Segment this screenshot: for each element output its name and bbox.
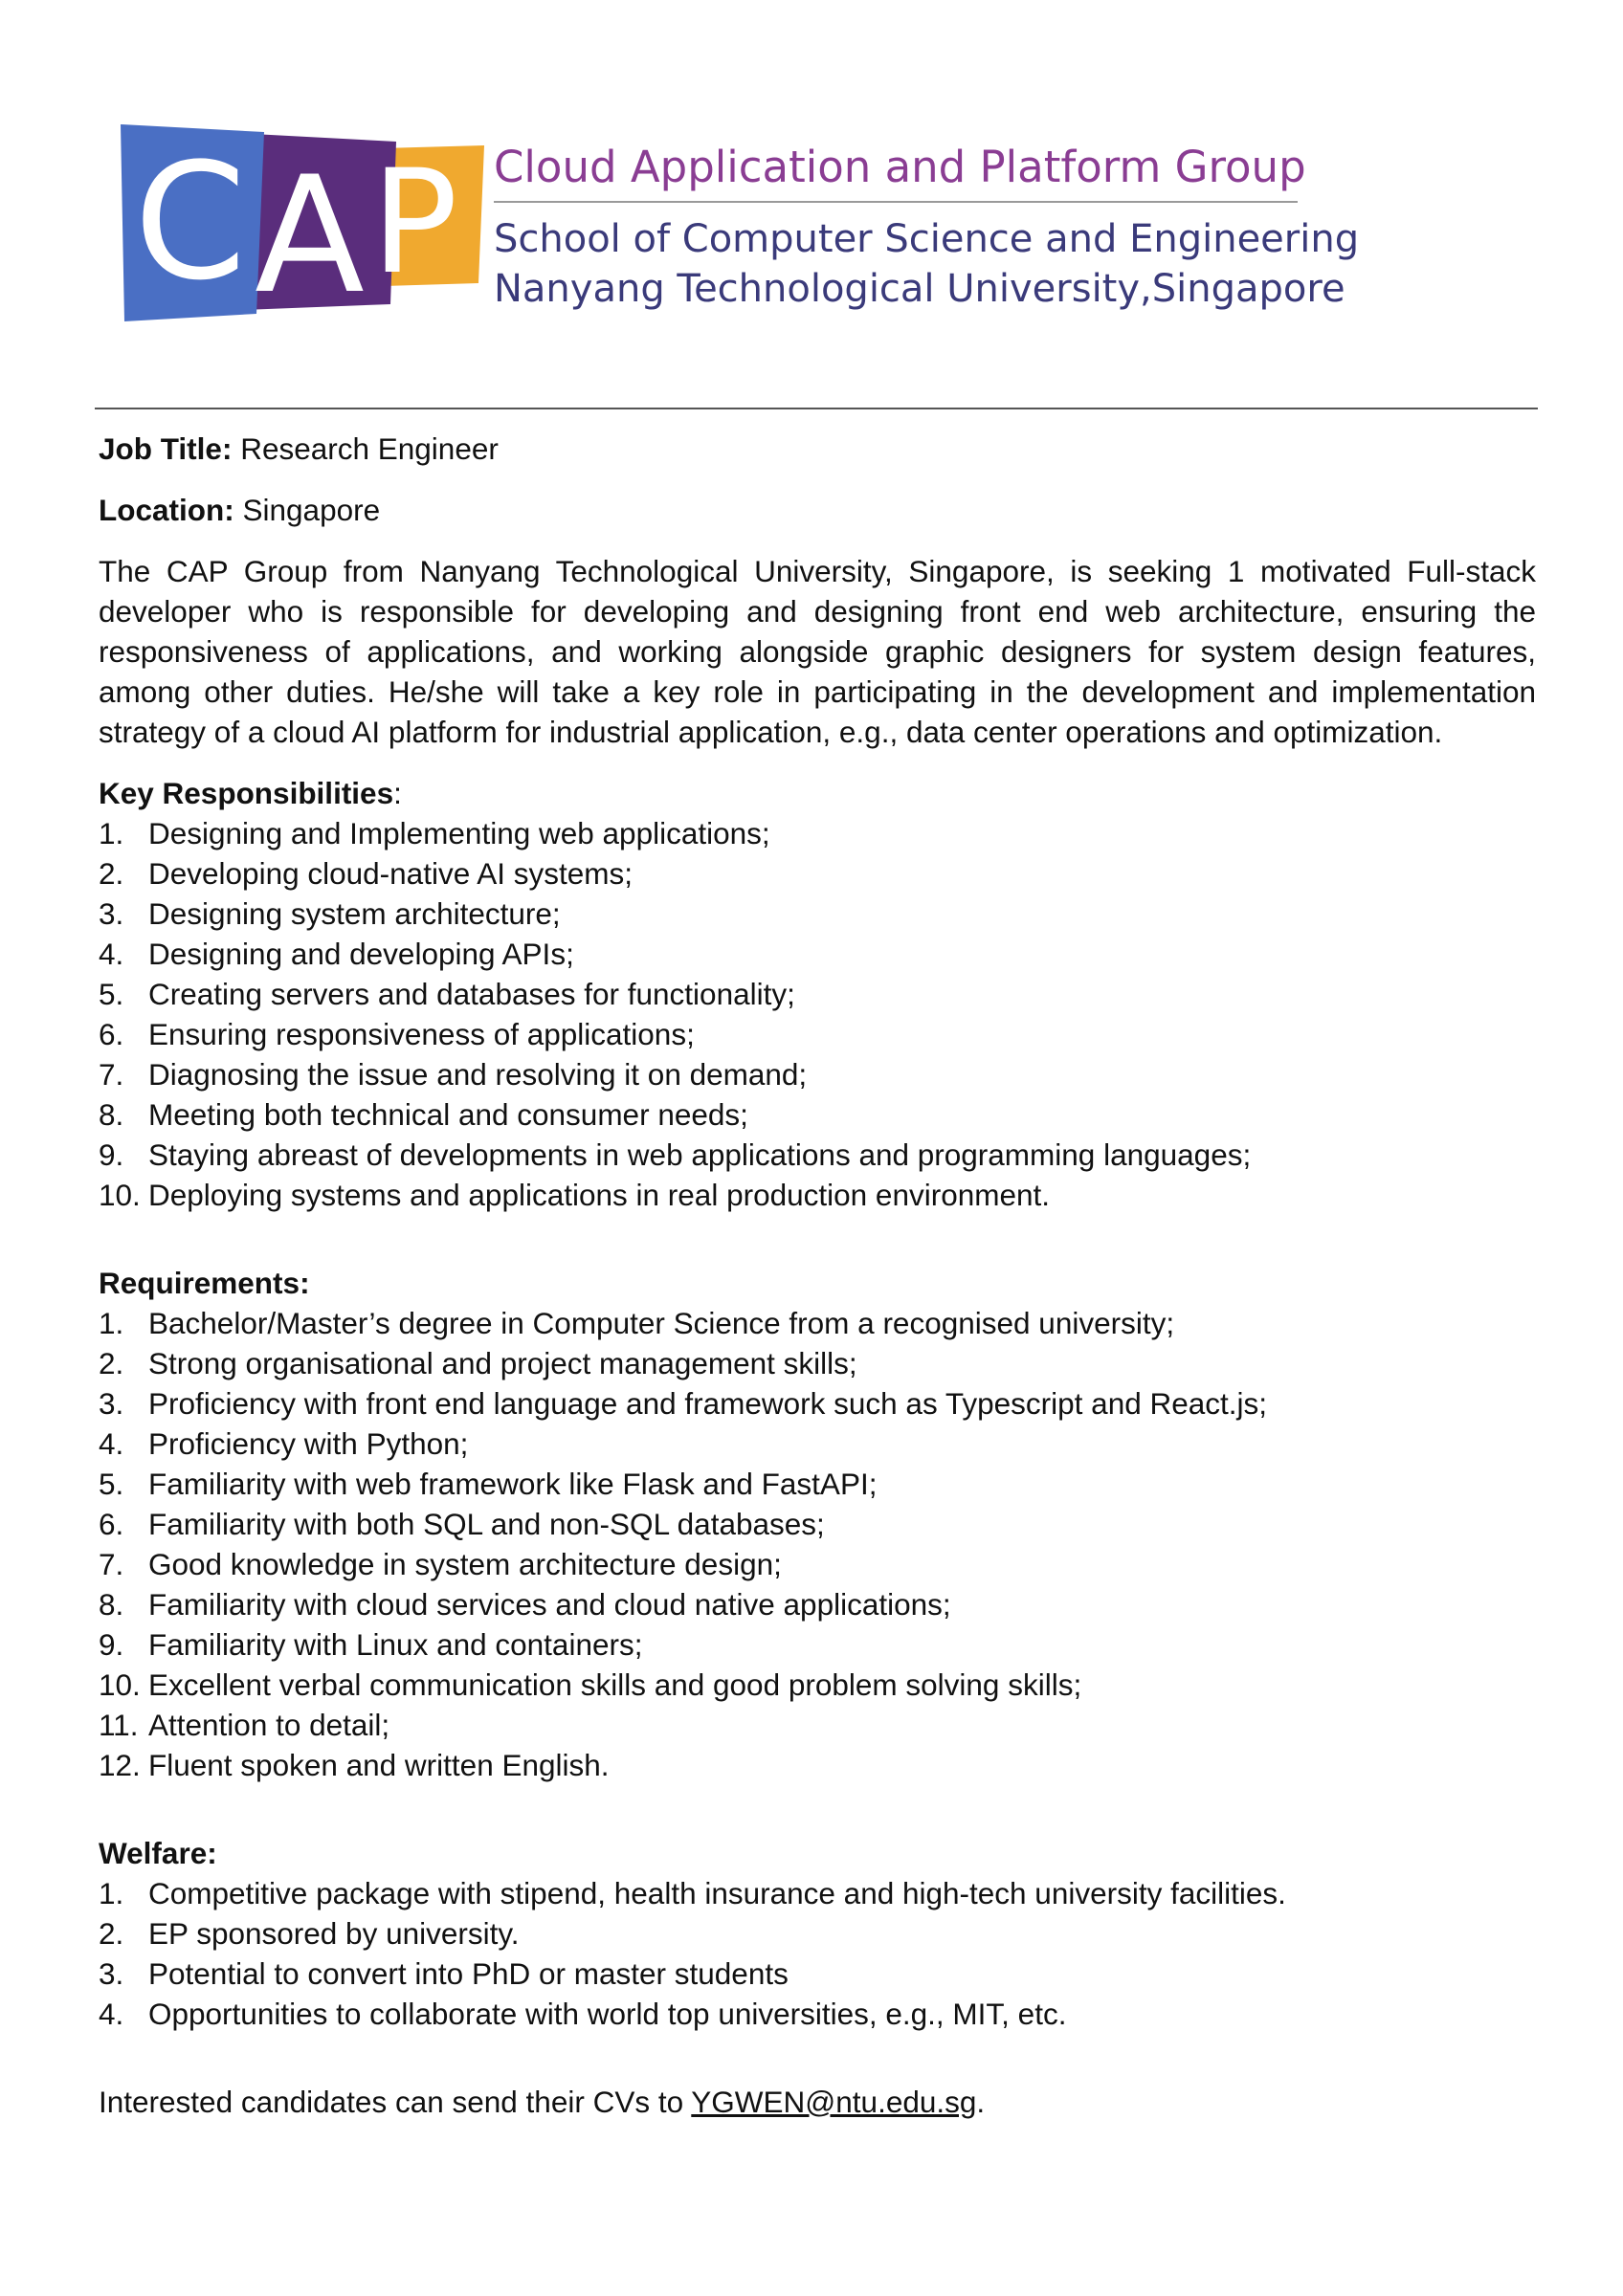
list-item-text: Potential to convert into PhD or master students bbox=[148, 1956, 789, 1991]
list-item bbox=[99, 1994, 1536, 2034]
list-item bbox=[99, 974, 1536, 1014]
list-item bbox=[99, 1873, 1536, 1913]
org-name: Cloud Application and Platform Group bbox=[494, 142, 1306, 192]
list-item bbox=[99, 1343, 1536, 1383]
list-item bbox=[99, 813, 1536, 853]
list-item-number: 5. bbox=[99, 977, 124, 1011]
list-item-text: Strong organisational and project management skills; bbox=[148, 1346, 857, 1380]
list-item-number: 10. bbox=[99, 1178, 141, 1212]
welfare-heading bbox=[99, 1833, 1536, 1873]
list-item-text: Familiarity with web framework like Flask and FastAPI; bbox=[148, 1467, 878, 1501]
list-item-number: 2. bbox=[99, 1916, 124, 1951]
list-item-text: Proficiency with front end language and framework such as Typescript and React.js; bbox=[148, 1386, 1268, 1421]
list-item-text: Excellent verbal communication skills and good problem solving skills; bbox=[148, 1667, 1082, 1702]
list-item-number: 4. bbox=[99, 937, 124, 971]
list-item-number: 9. bbox=[99, 1137, 124, 1172]
list-item-text: Diagnosing the issue and resolving it on demand; bbox=[148, 1057, 808, 1092]
list-item bbox=[99, 894, 1536, 934]
page-divider bbox=[95, 408, 1538, 409]
closing-text: Interested candidates can send their CVs to bbox=[99, 2085, 692, 2119]
list-item-number: 8. bbox=[99, 1587, 124, 1622]
list-item-number: 8. bbox=[99, 1097, 124, 1132]
list-item-number: 3. bbox=[99, 1386, 124, 1421]
list-item-number: 6. bbox=[99, 1017, 124, 1051]
intro-paragraph: The CAP Group from Nanyang Technological University, Singapore, is seeking 1 motivated Full-stack developer who is responsible for developing and designing front end web architecture, ensuring the responsiveness of applications, and working alongside graphic designers for system design features, among other duties. He/she will take a key role in participating in the development and implementation strategy of a cloud AI platform for industrial application, e.g., data center operations and optimization. bbox=[99, 554, 1536, 749]
list-item-text: Creating servers and databases for functionality; bbox=[148, 977, 795, 1011]
responsibilities-heading bbox=[99, 773, 1536, 813]
header-divider bbox=[494, 201, 1298, 203]
job-title-field bbox=[99, 429, 1536, 469]
posting-content bbox=[99, 429, 1536, 2122]
list-item bbox=[99, 1424, 1536, 1464]
location-field bbox=[99, 490, 1536, 530]
responsibilities-heading-text: Key Responsibilities bbox=[99, 776, 394, 810]
list-item-number: 1. bbox=[99, 816, 124, 850]
list-item bbox=[99, 1464, 1536, 1504]
list-item bbox=[99, 1303, 1536, 1343]
list-item-number: 2. bbox=[99, 1346, 124, 1380]
list-item-number: 11. bbox=[99, 1708, 139, 1742]
list-item-text: Familiarity with cloud services and cloud native applications; bbox=[148, 1587, 951, 1622]
list-item-number: 7. bbox=[99, 1547, 124, 1581]
school-name: School of Computer Science and Engineering bbox=[494, 217, 1360, 261]
welfare-heading-colon: : bbox=[207, 1836, 217, 1870]
list-item-text: Ensuring responsiveness of applications; bbox=[148, 1017, 695, 1051]
list-item-number: 4. bbox=[99, 1997, 124, 2031]
list-item-number: 3. bbox=[99, 1956, 124, 1991]
list-item-text: Attention to detail; bbox=[148, 1708, 390, 1742]
list-item-text: Competitive package with stipend, health insurance and high-tech university facilities. bbox=[148, 1876, 1286, 1910]
list-item-text: Fluent spoken and written English. bbox=[148, 1748, 610, 1782]
list-item bbox=[99, 1175, 1536, 1215]
requirements-heading bbox=[99, 1263, 1536, 1303]
list-item-number: 12. bbox=[99, 1748, 141, 1782]
logo-letter-a: A bbox=[255, 142, 365, 321]
responsibilities-list bbox=[99, 813, 1536, 1215]
closing-suffix: . bbox=[976, 2085, 986, 2119]
list-item bbox=[99, 1954, 1536, 1994]
list-item bbox=[99, 1094, 1536, 1135]
list-item bbox=[99, 1624, 1536, 1665]
list-item-text: Meeting both technical and consumer needs; bbox=[148, 1097, 748, 1132]
welfare-list bbox=[99, 1873, 1536, 2034]
list-item-text: Developing cloud-native AI systems; bbox=[148, 856, 633, 891]
logo-letter-p: P bbox=[371, 140, 458, 306]
section-spacer bbox=[99, 1215, 1536, 1263]
list-item bbox=[99, 1913, 1536, 1954]
list-item bbox=[99, 1135, 1536, 1175]
requirements-heading-text: Requirements bbox=[99, 1266, 300, 1300]
list-item bbox=[99, 1584, 1536, 1624]
contact-email-link[interactable]: YGWEN@ntu.edu.sg bbox=[691, 2085, 977, 2119]
list-item bbox=[99, 1665, 1536, 1705]
list-item-text: Familiarity with both SQL and non-SQL databases; bbox=[148, 1507, 825, 1541]
logo-letter-c: C bbox=[134, 128, 247, 316]
list-item-number: 9. bbox=[99, 1627, 124, 1662]
requirements-heading-colon: : bbox=[300, 1266, 310, 1300]
welfare-heading-text: Welfare bbox=[99, 1836, 208, 1870]
list-item bbox=[99, 853, 1536, 894]
list-item-number: 7. bbox=[99, 1057, 124, 1092]
list-item bbox=[99, 1544, 1536, 1584]
list-item bbox=[99, 1504, 1536, 1544]
responsibilities-heading-colon: : bbox=[393, 776, 402, 810]
org-header bbox=[494, 140, 1360, 314]
list-item-text: EP sponsored by university. bbox=[148, 1916, 520, 1951]
list-item bbox=[99, 1054, 1536, 1094]
location-value: Singapore bbox=[233, 493, 381, 527]
list-item-text: Designing and developing APIs; bbox=[148, 937, 574, 971]
list-item-number: 1. bbox=[99, 1306, 124, 1340]
list-item-number: 4. bbox=[99, 1426, 124, 1461]
list-item-text: Good knowledge in system architecture design; bbox=[148, 1547, 782, 1581]
section-spacer bbox=[99, 2034, 1536, 2082]
university-name: Nanyang Technological University,Singapore bbox=[494, 267, 1345, 311]
list-item-text: Deploying systems and applications in real production environment. bbox=[148, 1178, 1051, 1212]
list-item-text: Designing system architecture; bbox=[148, 896, 561, 931]
location-label: Location: bbox=[99, 493, 234, 527]
list-item-number: 5. bbox=[99, 1467, 124, 1501]
list-item-number: 2. bbox=[99, 856, 124, 891]
list-item-number: 3. bbox=[99, 896, 124, 931]
list-item bbox=[99, 1745, 1536, 1785]
list-item bbox=[99, 934, 1536, 974]
section-spacer bbox=[99, 1785, 1536, 1833]
list-item bbox=[99, 1383, 1536, 1424]
list-item-number: 10. bbox=[99, 1667, 141, 1702]
list-item-text: Familiarity with Linux and containers; bbox=[148, 1627, 643, 1662]
closing-line bbox=[99, 2082, 1536, 2122]
list-item-text: Staying abreast of developments in web applications and programming languages; bbox=[148, 1137, 1252, 1172]
list-item bbox=[99, 1014, 1536, 1054]
requirements-list bbox=[99, 1303, 1536, 1785]
list-item-text: Opportunities to collaborate with world top universities, e.g., MIT, etc. bbox=[148, 1997, 1067, 2031]
cap-logo bbox=[121, 122, 484, 321]
job-title-label: Job Title: bbox=[99, 431, 233, 466]
list-item-number: 6. bbox=[99, 1507, 124, 1541]
job-title-value: Research Engineer bbox=[232, 431, 499, 466]
list-item-text: Designing and Implementing web applications; bbox=[148, 816, 770, 850]
list-item-text: Bachelor/Master’s degree in Computer Science from a recognised university; bbox=[148, 1306, 1175, 1340]
list-item-text: Proficiency with Python; bbox=[148, 1426, 469, 1461]
list-item-number: 1. bbox=[99, 1876, 124, 1910]
list-item bbox=[99, 1705, 1536, 1745]
